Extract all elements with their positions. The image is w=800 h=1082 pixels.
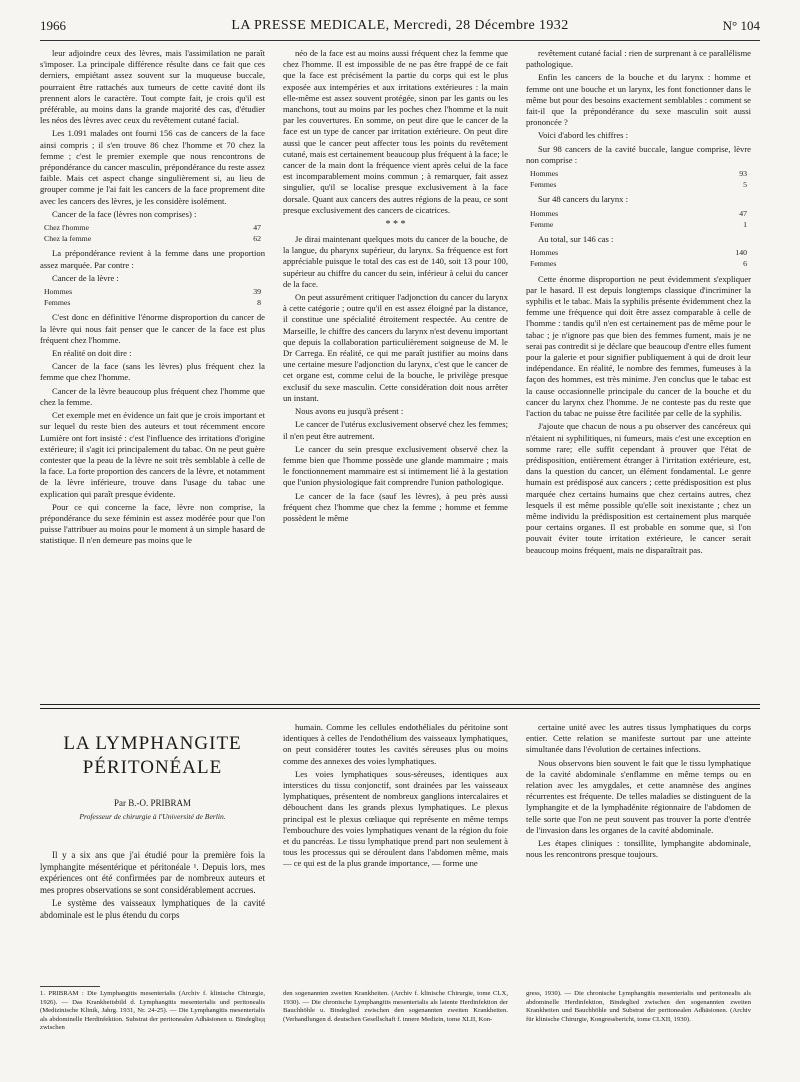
table-label: Femmes xyxy=(530,180,557,190)
table-label: Chez l'homme xyxy=(44,223,89,233)
paragraph: Le cancer de l'utérus exclusivement observé chez les femmes; il n'en peut être autrement. xyxy=(283,419,508,441)
table-value: 5 xyxy=(743,180,747,190)
table-label: Hommes xyxy=(530,169,559,179)
paragraph: Cancer de la face (sans les lèvres) plus fréquent chez la femme que chez l'homme. xyxy=(40,361,265,383)
levre-stats-table xyxy=(40,286,265,308)
table-row xyxy=(40,286,265,297)
table-value: 93 xyxy=(739,169,747,179)
top-column-3 xyxy=(526,48,751,698)
paragraph: Il y a six ans que j'ai étudié pour la première fois la lymphangite mésentérique et péritonéale ¹. Depuis lors, mes expériences ont été confirmées par de nombreux auteurs et mes propres observations se sont considérablement accrues. xyxy=(40,850,265,895)
face-stats-table xyxy=(40,222,265,244)
paragraph: Cancer de la face (lèvres non comprises) : xyxy=(52,208,197,219)
paragraph: Nous avons eu jusqu'à présent : xyxy=(295,406,404,417)
article-title-line: LA LYMPHANGITE xyxy=(63,733,242,754)
table-row xyxy=(526,247,751,258)
paragraph: Au total, sur 146 cas : xyxy=(538,234,614,245)
paragraph: Les voies lymphatiques sous-séreuses, identiques aux interstices du tissu conjonctif, sont drainées par les vaisseaux lymphatiques, présentent de nombreux ganglions intercalaires et débouchent dans les grands plexus lymphatiques. Le plexus principal est le plexus cœliaque qui représente en même temps l'embouchure des voies lymphatiques venant de la région du foie et du pancréas. Le tissu lymphatique prend part non seulement à tous les processus qui se déroulent dans l'abdomen même, mais — ce qui est de la plus grande importance, — forme une xyxy=(283,768,508,869)
paragraph: Le système des vaisseaux lymphatiques de la cavité abdominale est le plus étendu du corps xyxy=(40,898,265,920)
table-row xyxy=(40,233,265,244)
paragraph: Enfin les cancers de la bouche et du larynx : homme et femme ont une bouche et un larynx, les font fonctionner dans le même but pour des besoins exactement semblables : comment se fait-il que la prépondérance du sexe masculin soit aussi prononcée ? xyxy=(526,72,751,128)
paragraph: Sur 48 cancers du larynx : xyxy=(538,194,628,205)
table-label: Femmes xyxy=(44,298,71,308)
paragraph: Voici d'abord les chiffres : xyxy=(538,130,629,141)
paragraph: Les 1.091 malades ont fourni 156 cas de cancers de la face ainsi compris ; il s'en trouve 86 chez l'homme et 70 chez la femme ; c'est le premier exemple que nous rencontrons de prépondérance du cancer masculin, prépondérance du reste assez faible. Mais cet aspect change singulièrement si, au lieu de grouper comme je l'ai fait les cancers de la face proprement dite avec les cancers des lèvres, je les considère isolément. xyxy=(40,128,265,206)
paragraph: En réalité on doit dire : xyxy=(52,348,132,359)
table-label: Chez la femme xyxy=(44,234,92,244)
issue-number: N° 104 xyxy=(722,18,760,33)
table-label: Hommes xyxy=(530,208,559,218)
larynx-stats-table xyxy=(526,208,751,230)
total-stats-table xyxy=(526,247,751,269)
table-value: 39 xyxy=(253,287,261,297)
table-value: 47 xyxy=(253,223,261,233)
paragraph: humain. Comme les cellules endothéliales du péritoine sont identiques à celles de l'endothélium des vaisseaux lymphatiques, on peut considérer toutes les cavités séreuses plus ou moins comme des annexes des voies lymphatiques. xyxy=(283,722,508,766)
table-row xyxy=(40,297,265,308)
table-label: Femme xyxy=(530,219,554,229)
article-title-line: PÉRITONÉALE xyxy=(82,757,223,778)
section-divider xyxy=(40,708,760,709)
paragraph: certaine unité avec les autres tissus lymphatiques du corps entier. Cette relation se manifeste surtout par une atteinte simultanée dans l'évolution de certaines infections. xyxy=(526,722,751,755)
page-header xyxy=(40,14,760,41)
table-row xyxy=(526,168,751,179)
footnote-rule xyxy=(40,986,100,987)
paragraph: Les étapes cliniques : tonsillite, lymphangite abdominale, nous les rencontrons presque toujours. xyxy=(526,838,751,860)
paragraph: Cet exemple met en évidence un fait que je crois important et sur lequel du reste bien des auteurs et tout récemment encore Lumière ont fort insisté : c'est l'influence des irritations d'origine extérieure; il s'agit ici principalement du tabac. On ne peut guère contester que la peau de la lèvre ne soit très semblable à celle de la face. La forte proportion des cancers de la lèvre, et notamment de la lèvre inférieure, trouve dans l'usage du tabac une explication qui paraît presque évidente. xyxy=(40,410,265,499)
article-column-1 xyxy=(40,850,265,980)
section-stars: * * * xyxy=(385,219,406,231)
paragraph: leur adjoindre ceux des lèvres, mais l'assimilation ne paraît s'imposer. La principale différence résulte dans ce fait que ces derniers, empiétant assez souvent sur la muqueuse buccale, pourraient être rattachés aux tumeurs de cette cavité dont ils prennent alors le caractère. Tout compte fait, je crois qu'il est préférable, au moins dans la grande majorité des cas, d'étudier les néos des lèvres avec ceux du revêtement cutané facial. xyxy=(40,48,265,126)
article-byline: Par B.-O. PRIBRAM xyxy=(113,798,191,808)
paragraph: Cette énorme disproportion ne peut évidemment s'expliquer par le hasard. Il est depuis longtemps classique d'incriminer la syphilis et le tabac. Mais la syphilis présente évidemment chez la femme une fréquence qui doit être assez comparable à celle de l'homme : tandis qu'il n'en est certainement pas de même pour le tabac ; je n'ignore pas que bien des femmes fument, mais je ne serai pas contredit si je déclare que beaucoup d'entre elles fument pour la galerie et pour signifier publiquement à qui de droit leur indépendance. En réalité, le nombre des femmes, fumeuses à la façon des hommes, est très minime. J'en conclus que le tabac est la cause occasionnelle principale du cancer de la bouche et du cancer du larynx chez l'homme. Je ne conteste pas du reste que l'action du tabac ne puisse être facilitée par celle de la syphilis. xyxy=(526,273,751,419)
author-affiliation: Professeur de chirurgie à l'Université de Berlin. xyxy=(79,812,226,821)
paragraph: J'ajoute que chacun de nous a pu observer des cancéreux qui n'étaient ni syphilitiques, ni fumeurs, mais c'est une exception en somme rare; elle suffit cependant à prouver que l'état de prédisposition, entièrement étranger à l'irritation extérieure, est, dans la question du cancer, un élément fondamental. Le genre humain est prédisposé aux cancers ; cette prédisposition est plus marquée chez certains humains que chez certains autres, chez lesquels il est même possible qu'elle soit inexistante ; chez un même individu la prédisposition est certainement plus marquée pour certains organes. Il est probable en somme que, si l'on pouvait éviter toute irritation extérieure, le cancer serait beaucoup moins fréquent, mais ne disparaîtrait pas. xyxy=(526,421,751,555)
footnote: 1. PRIBRAM : Die Lymphangitis mesenterialis (Archiv f. klinische Chirurgie, 1926). — Das Krankheitsbild d. Lymphangitis mesenterialis und peritonealis (Medizinische Klinik, Jahrg. 1931, Nr. 24-25). — Die Lymphangitis mesenterialis als abdominelle Herdinfektion. Substrat der peritonealen Adhäsionen u. Bindegliед zwischen xyxy=(40,990,265,1032)
table-value: 47 xyxy=(739,208,747,218)
paragraph: Je dirai maintenant quelques mots du cancer de la bouche, de la langue, du pharynx supérieur, du larynx. Sa fréquence est fort appréciable puisque le total des cas est de 140, soit 13 pour 100, supérieur au chiffre du cancer du sein, inférieur à celui du cancer de la face. xyxy=(283,234,508,289)
table-value: 8 xyxy=(257,298,261,308)
footnote: den sogenannten zweiten Krankheiten. (Archiv f. klinische Chirurgie, tome CLX, 1930). — Die chronische Lymphangitis mesenterialis als latente Herdinfektion der Bauchhöhle u. Bindeglied zwischen den sogenannten zweiten Krankheiten. (Verhandlungen d. deutschen Gesellschaft f. innere Medizin, tome XLII, Kon- xyxy=(283,990,508,1023)
paragraph: C'est donc en définitive l'énorme disproportion du cancer de la lèvre qui nous fait penser que le cancer de la face est plus fréquent chez l'homme. xyxy=(40,312,265,345)
table-label: Femmes xyxy=(530,259,557,269)
paragraph: Cancer de la lèvre beaucoup plus fréquent chez l'homme que chez la femme. xyxy=(40,385,265,407)
table-row xyxy=(526,208,751,219)
table-value: 140 xyxy=(735,248,747,258)
table-value: 6 xyxy=(743,259,747,269)
paragraph: néo de la face est au moins aussi fréquent chez la femme que chez l'homme. Il est impossible de ne pas être frappé de ce fait que la face est précisément la partie du corps qui est le plus exposée aux intempéries et aux irritations extérieures : la main elle-même est assez souvent protégée, sinon par les gants ou les manchons, tout au moins par les poches chez l'homme et la nuit par les couvertures. En somme, on peut dire que le cancer de la face est un type de cancer par irritation extérieure. On peut dire aussi que le cancer peut affecter tous les points du revêtement cutané, mais est certainement beaucoup plus fréquent à la face; le cancer de la main dont la fréquence vient après celui de la face est incomparablement moins commun ; à remarquer, fait assez singulier, qu'il se localise presque exclusivement à la face dorsale. Quant aux cancers des autres régions de la peau, ce sont presque exclusivement des cancers de cicatrices. xyxy=(283,48,508,215)
paragraph: On peut assurément critiquer l'adjonction du cancer du larynx à cette catégorie ; outre qu'il en est assez éloigné par la distance, il constitue une spécialité étroitement respectée. Au centre de Marseille, le chiffre des cancers du larynx n'est devenu important que depuis la collaboration particulièrement soigneuse de M. le Dr Carrega. En réalité, ce qui me paraît justifier au moins dans une certaine mesure l'adjonction du larynx, c'est que le cancer de cet organe est, comme celui de la bouche, le privilège presque exclusif du sexe masculin. Cette considération doit nous arrêter un instant. xyxy=(283,292,508,403)
paragraph: Le cancer de la face (sauf les lèvres), à peu près aussi fréquent chez l'homme que chez la femme ; homme et femme possèdent le même xyxy=(283,490,508,523)
table-row xyxy=(526,179,751,190)
paragraph: Nous observons bien souvent le fait que le tissu lymphatique de la cavité abdominale s'enflamme en même temps ou en relation avec les amygdales, et cette anamnèse des angines récurrentes est fréquente. De telles maladies se distinguent de la lymphangite et de la lymphadénite régionnaire de l'abdomen de telle sorte que l'on ne peut souvent pas trouver la porte d'entrée de l'invasion dans les organes de la cavité abdominale. xyxy=(526,757,751,835)
page-number: 1966 xyxy=(40,18,66,33)
article-column-3 xyxy=(526,722,751,980)
table-value: 1 xyxy=(743,219,747,229)
journal-title: LA PRESSE MEDICALE, Mercredi, 28 Décembre 1932 xyxy=(231,18,569,33)
table-row xyxy=(526,258,751,269)
paragraph: La prépondérance revient à la femme dans une proportion assez marquée. Par contre : xyxy=(40,248,265,270)
footnote: gress, 1930). — Die chronische Lymphangitis mesenterialis und peritonealis als abdominelle Herdinfektion, Bindeglied zwischen den sogenannten zweiten Krankheiten und Bauchhöhle und Substrat der peritonealen Adhäsionen. (Archiv für klinische Chirurgie, Kongressbericht, tome CLXII, 1930). xyxy=(526,990,751,1023)
table-label: Hommes xyxy=(530,248,559,258)
top-column-2 xyxy=(283,48,508,698)
paragraph: Le cancer du sein presque exclusivement observé chez la femme bien que l'homme possède une glande mammaire ; mais le fonctionnement mammaire est si intimement lié à la gestation que l'union physiologique fait comprendre l'union pathologique. xyxy=(283,443,508,488)
paragraph: Pour ce qui concerne la face, lèvre non comprise, la prépondérance du sexe féminin est assez modérée pour que l'on puisse l'attribuer au moins pour le moment à un simple hasard de statistique. Il n'en demeure pas moins que le xyxy=(40,501,265,546)
paragraph: Sur 98 cancers de la cavité buccale, langue comprise, lèvre non comprise : xyxy=(526,143,751,165)
paragraph: revêtement cutané facial : rien de surprenant à ce parallélisme pathologique. xyxy=(526,48,751,70)
table-row xyxy=(40,222,265,233)
table-label: Hommes xyxy=(44,287,73,297)
bouche-stats-table xyxy=(526,168,751,190)
table-value: 62 xyxy=(253,234,261,244)
article-column-2 xyxy=(283,722,508,980)
top-column-1 xyxy=(40,48,265,698)
table-row xyxy=(526,219,751,230)
article-title xyxy=(40,732,265,780)
paragraph: Cancer de la lèvre : xyxy=(52,272,119,283)
section-divider xyxy=(40,704,760,705)
